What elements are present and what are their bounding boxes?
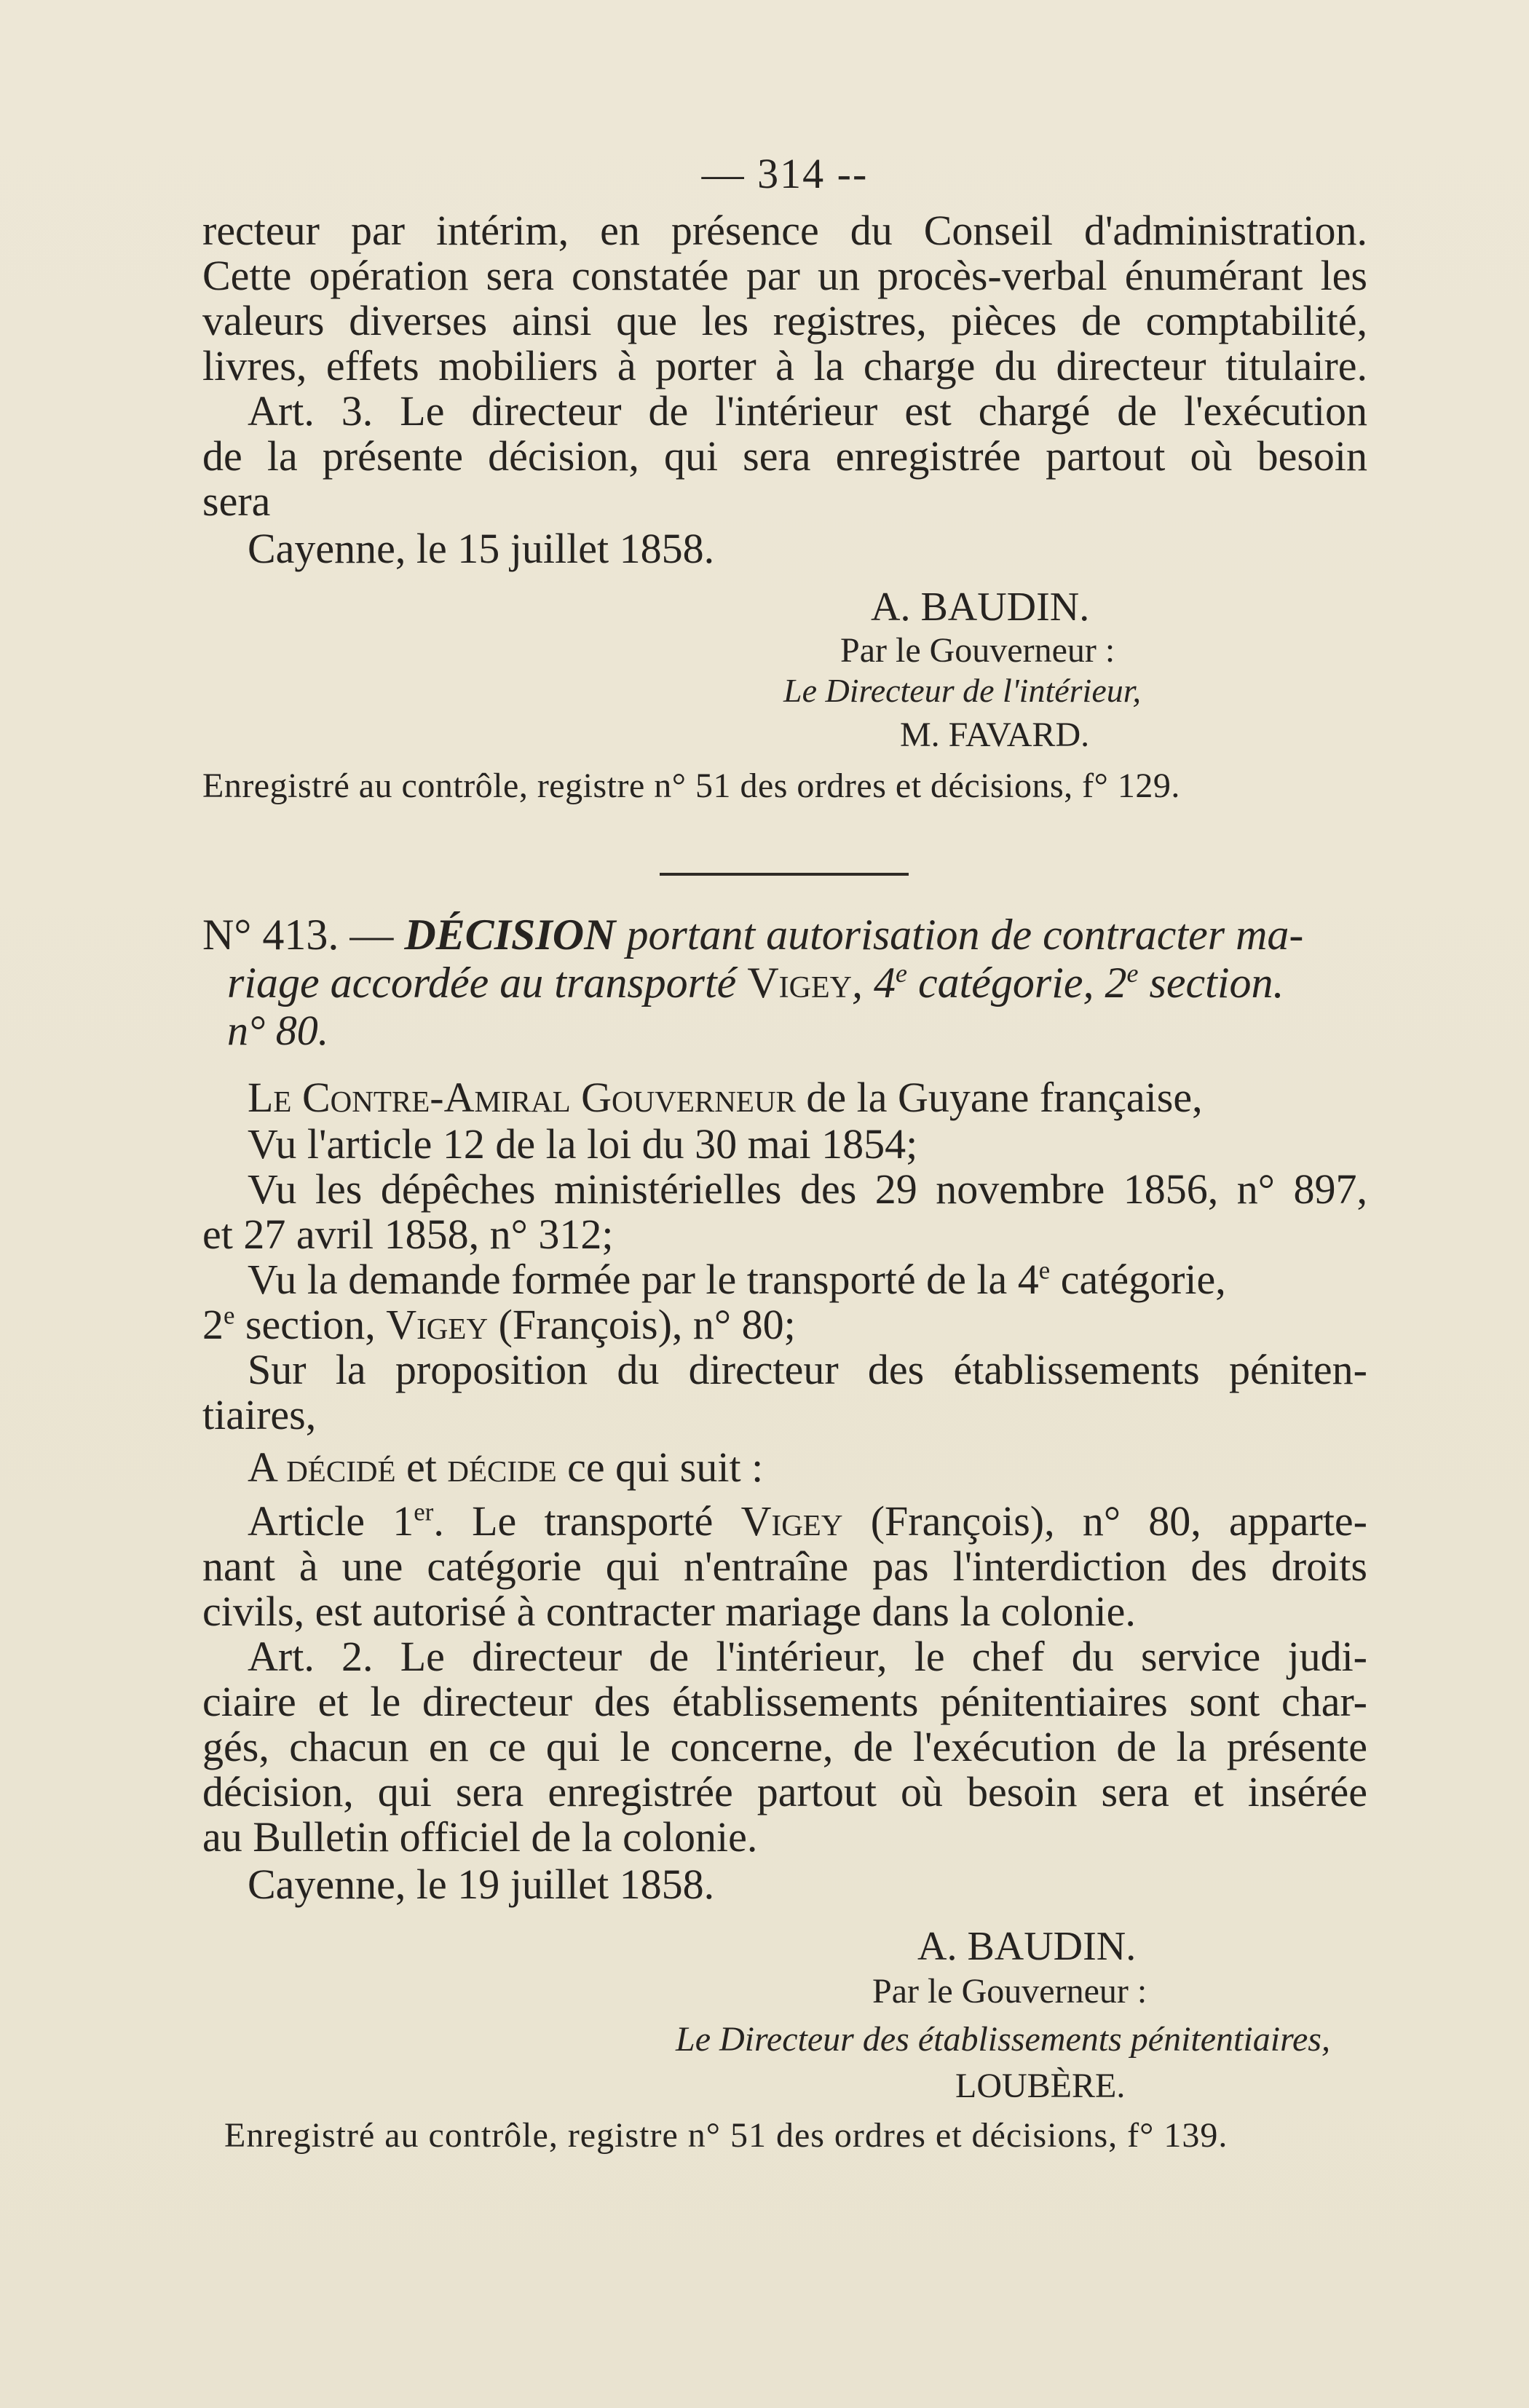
article-2-line: décision, qui sera enregistrée partout où besoin sera et insérée (202, 1768, 1367, 1815)
decides-text: ce qui suit : (556, 1443, 764, 1491)
article-2-line: gés, chacun en ce qui le concerne, de l'exécution de la présente (202, 1723, 1367, 1770)
decision-heading (202, 911, 1367, 958)
registration-note: Enregistré au contrôle, registre n° 51 des ordres et décisions, f° 139. (224, 2116, 1228, 2155)
recital: Vu les dépêches ministérielles des 29 novembre 1856, n° 897, (248, 1165, 1367, 1213)
registration-note: Enregistré au contrôle, registre n° 51 des ordres et décisions, f° 129. (202, 767, 1180, 805)
decides-text: et (395, 1443, 448, 1491)
article-text: . Le transporté (433, 1497, 741, 1545)
by-governor-line: Par le Gouverneur : (840, 631, 1115, 670)
date-line: Cayenne, le 19 juillet 1858. (248, 1861, 715, 1908)
recital-text: section, (234, 1301, 387, 1348)
text-line: sera (202, 478, 271, 525)
decides-text: A (248, 1443, 287, 1491)
article-1-line: nant à une catégorie qui n'entraîne pas l'interdiction des droits (202, 1542, 1367, 1590)
page-number: — 314 -- (701, 150, 869, 197)
countersign-name: LOUBÈRE. (955, 2067, 1126, 2105)
ordinal-suffix: er (414, 1497, 434, 1526)
decision-subject: section. (1138, 959, 1284, 1007)
article-2-line: Art. 2. Le directeur de l'intérieur, le chef du service judi- (248, 1633, 1367, 1680)
section-divider (660, 873, 909, 876)
issuer-rest: de la Guyane française, (795, 1074, 1203, 1121)
countersign-title: Le Directeur de l'intérieur, (783, 672, 1142, 709)
decision-number: N° 413. — (202, 911, 394, 959)
convict-name: Vigey (740, 1497, 843, 1545)
convict-name: Vigey (747, 959, 852, 1007)
recital-continued: tiaires, (202, 1391, 317, 1438)
text-line: valeurs diverses ainsi que les registres, pièces de comptabilité, (202, 297, 1367, 344)
signatory-name: A. BAUDIN. (871, 585, 1090, 630)
by-governor-line: Par le Gouverneur : (872, 1972, 1147, 2011)
decides-line (202, 1444, 1367, 1491)
decision-label: DÉCISION (404, 911, 616, 959)
decision-subject: catégorie, 2 (906, 959, 1127, 1007)
recital: Vu l'article 12 de la loi du 30 mai 1854; (248, 1120, 918, 1168)
text-line: de la présente décision, qui sera enregistrée partout où besoin (202, 432, 1367, 480)
article-2-line: au Bulletin officiel de la colonie. (202, 1813, 758, 1861)
article-text: Article 1 (248, 1497, 414, 1545)
article-2-line: ciaire et le directeur des établissements pénitentiaires sont char- (202, 1678, 1367, 1725)
text-line: Cette opération sera constatée par un procès-verbal énumérant les (202, 252, 1367, 299)
convict-name: Vigey (386, 1301, 489, 1348)
ordinal-suffix: e (1038, 1256, 1051, 1285)
recital (202, 1256, 1367, 1303)
text-line: recteur par intérim, en présence du Conseil d'administration. (202, 207, 1367, 254)
decision-subject: riage accordée au transporté (227, 959, 737, 1007)
recital-text: (François), n° 80; (488, 1301, 796, 1348)
text-line: Art. 3. Le directeur de l'intérieur est chargé de l'exécution (248, 387, 1367, 435)
recital: Sur la proposition du directeur des établissements péniten- (248, 1346, 1367, 1393)
issuer-title: Le Contre-Amiral Gouverneur (248, 1074, 796, 1121)
article-1-line (202, 1498, 1367, 1545)
date-line: Cayenne, le 15 juillet 1858. (248, 525, 715, 572)
signatory-name: A. BAUDIN. (917, 1924, 1137, 1969)
text-line: livres, effets mobiliers à porter à la charge du directeur titulaire. (202, 342, 1367, 389)
recital-text: 2 (202, 1301, 224, 1348)
recital-text: Vu la demande formée par le transporté de la 4 (248, 1256, 1039, 1303)
countersign-title: Le Directeur des établissements pénitentiaires, (676, 2020, 1330, 2059)
decision-heading-line-2 (202, 959, 1367, 1006)
preamble (202, 1074, 1367, 1121)
recital-text: catégorie, (1050, 1256, 1226, 1303)
ordinal-suffix: e (1126, 959, 1139, 988)
decision-heading-line-3: n° 80. (227, 1007, 329, 1054)
recital-continued: et 27 avril 1858, n° 312; (202, 1211, 614, 1258)
ordinal-suffix: e (224, 1301, 235, 1330)
decides-word: décide (447, 1443, 557, 1491)
decision-subject: , 4 (851, 959, 896, 1007)
countersign-name: M. FAVARD. (900, 716, 1090, 754)
article-1-line: civils, est autorisé à contracter mariage dans la colonie. (202, 1588, 1136, 1635)
decided-word: décidé (286, 1443, 396, 1491)
article-text: (François), n° 80, apparte- (842, 1497, 1367, 1545)
decision-subject: portant autorisation de contracter ma- (626, 911, 1304, 959)
recital-continued (202, 1302, 1367, 1348)
ordinal-suffix: e (895, 959, 907, 988)
